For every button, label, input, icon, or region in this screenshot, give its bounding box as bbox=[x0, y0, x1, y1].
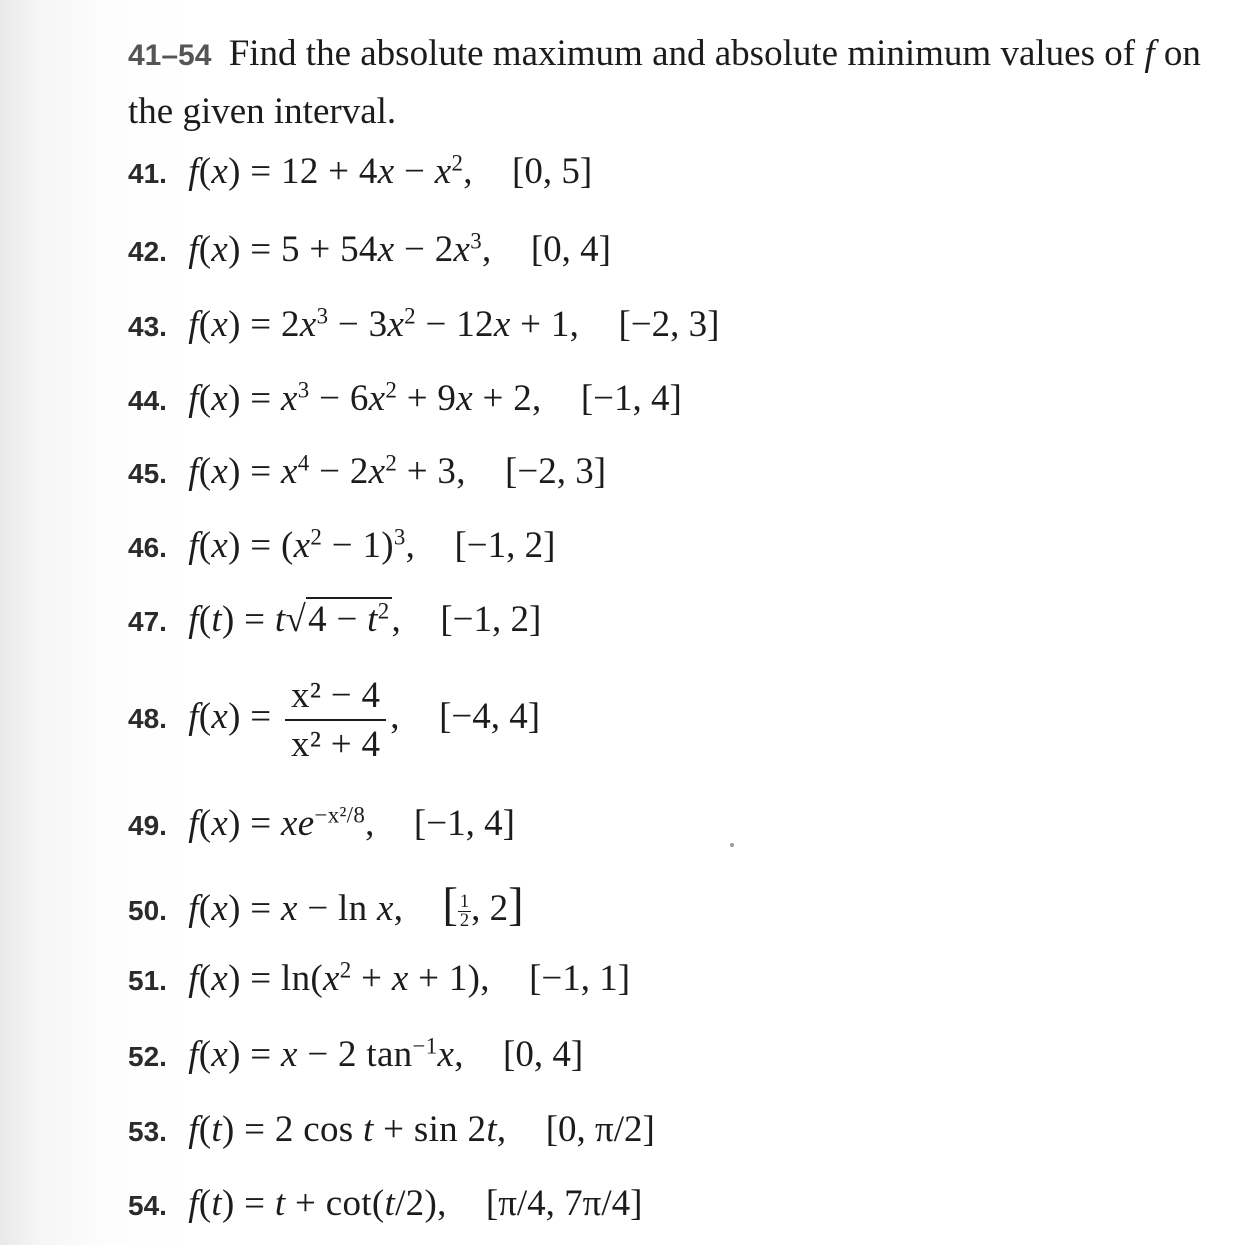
problem-interval: [−1, 4] bbox=[580, 378, 682, 419]
problem-expression: $f(x) = 5 + 54x - 2x^3$, bbox=[188, 228, 492, 270]
problem-expression: $f(x) = x^4 - 2x^2 + 3$, bbox=[188, 450, 466, 492]
problem-interval: [−2, 3] bbox=[505, 451, 607, 492]
square-root-radicand: $4 - t^2$ bbox=[308, 598, 390, 640]
problem-number: 53. bbox=[128, 1116, 167, 1147]
fraction bbox=[285, 674, 386, 766]
instruction-text-1: Find the absolute maximum and absolute minimum values of bbox=[228, 33, 1145, 74]
problem-50 bbox=[128, 879, 524, 932]
print-speck bbox=[730, 843, 734, 847]
problem-42 bbox=[128, 228, 611, 271]
problem-51 bbox=[128, 957, 630, 1000]
problem-54 bbox=[128, 1182, 642, 1225]
exponent: −x²/8 bbox=[314, 802, 366, 828]
problem-interval: [−1, 2] bbox=[454, 525, 556, 566]
problem-number: 54. bbox=[128, 1190, 167, 1221]
problem-expression: f(t) = t + cot(t/2), bbox=[188, 1183, 447, 1224]
problem-expression: $f(t) = t√4 - t^2$, bbox=[188, 598, 402, 640]
problem-interval: [0, 4] bbox=[530, 229, 611, 270]
problem-47 bbox=[128, 598, 541, 641]
problem-52 bbox=[128, 1033, 583, 1076]
problem-interval: [−1, 2] bbox=[440, 599, 542, 640]
problem-53 bbox=[128, 1108, 655, 1151]
problem-number: 42. bbox=[128, 236, 167, 267]
problem-interval: [0, 5] bbox=[512, 151, 593, 192]
problem-number: 52. bbox=[128, 1041, 167, 1072]
exercise-instructions bbox=[128, 26, 1243, 140]
problem-interval: [π/4, 7π/4] bbox=[485, 1183, 643, 1224]
problem-interval: [0, π/2] bbox=[545, 1109, 655, 1150]
problem-44 bbox=[128, 377, 682, 420]
problem-expression: $f(x) = x^3 - 6x^2 + 9x + 2$, bbox=[188, 377, 542, 419]
problem-number: 46. bbox=[128, 532, 167, 563]
instruction-function-symbol: f bbox=[1144, 33, 1155, 74]
problem-interval: [−1, 1] bbox=[529, 958, 631, 999]
instruction-text-2: on the given interval. bbox=[128, 33, 1201, 132]
problem-interval: [−1, 4] bbox=[413, 803, 515, 844]
problem-number: 45. bbox=[128, 458, 167, 489]
problem-41 bbox=[128, 150, 592, 193]
problem-interval: [ $\frac{1}{2}$ , 2] bbox=[442, 880, 524, 932]
problem-expression: $f(x) = 12 + 4x - x^2$, bbox=[188, 150, 473, 192]
problem-48 bbox=[128, 674, 540, 766]
exercise-range: 41–54 bbox=[128, 39, 212, 72]
problem-expression: f(t) = 2 cos t + sin 2t, bbox=[188, 1109, 507, 1150]
problem-number: 41. bbox=[128, 158, 167, 189]
problem-46 bbox=[128, 524, 555, 567]
problem-number: 43. bbox=[128, 311, 167, 342]
problem-expression: $f(x) = xe^{-x^2/8}$, bbox=[188, 802, 375, 844]
problem-expression: $f(x) = \ln(x^2 + x + 1)$, bbox=[188, 957, 490, 999]
problem-43 bbox=[128, 303, 719, 346]
problem-expression: $f(x) = (x^2 - 1)^3$, bbox=[188, 524, 416, 566]
problem-expression: f(x) = x − 2 $\tan^{-1}x$, bbox=[188, 1033, 464, 1075]
problem-number: 49. bbox=[128, 810, 167, 841]
problem-49 bbox=[128, 802, 515, 845]
problem-interval: [−2, 3] bbox=[618, 304, 720, 345]
problem-number: 44. bbox=[128, 385, 167, 416]
problem-expression: f(x) = x − ln x, bbox=[188, 888, 404, 929]
problem-interval: [−4, 4] bbox=[439, 696, 541, 738]
problem-expression: $f(x) = 2x^3 - 3x^2 - 12x + 1$, bbox=[188, 303, 580, 345]
fraction-numerator: x² − 4 bbox=[285, 674, 386, 721]
problem-expression: f(x) = $\frac{\text{x² − 4}}{\text{x² + 4}}$ , bbox=[188, 675, 400, 765]
problem-interval: [0, 4] bbox=[503, 1034, 584, 1075]
interval-fraction: $\frac{1}{2}$ bbox=[459, 891, 470, 932]
problem-number: 47. bbox=[128, 606, 167, 637]
fraction-denominator: x² + 4 bbox=[291, 724, 381, 765]
problem-number: 48. bbox=[128, 703, 167, 735]
problem-45 bbox=[128, 450, 606, 493]
problem-number: 51. bbox=[128, 965, 167, 996]
problem-number: 50. bbox=[128, 895, 167, 926]
